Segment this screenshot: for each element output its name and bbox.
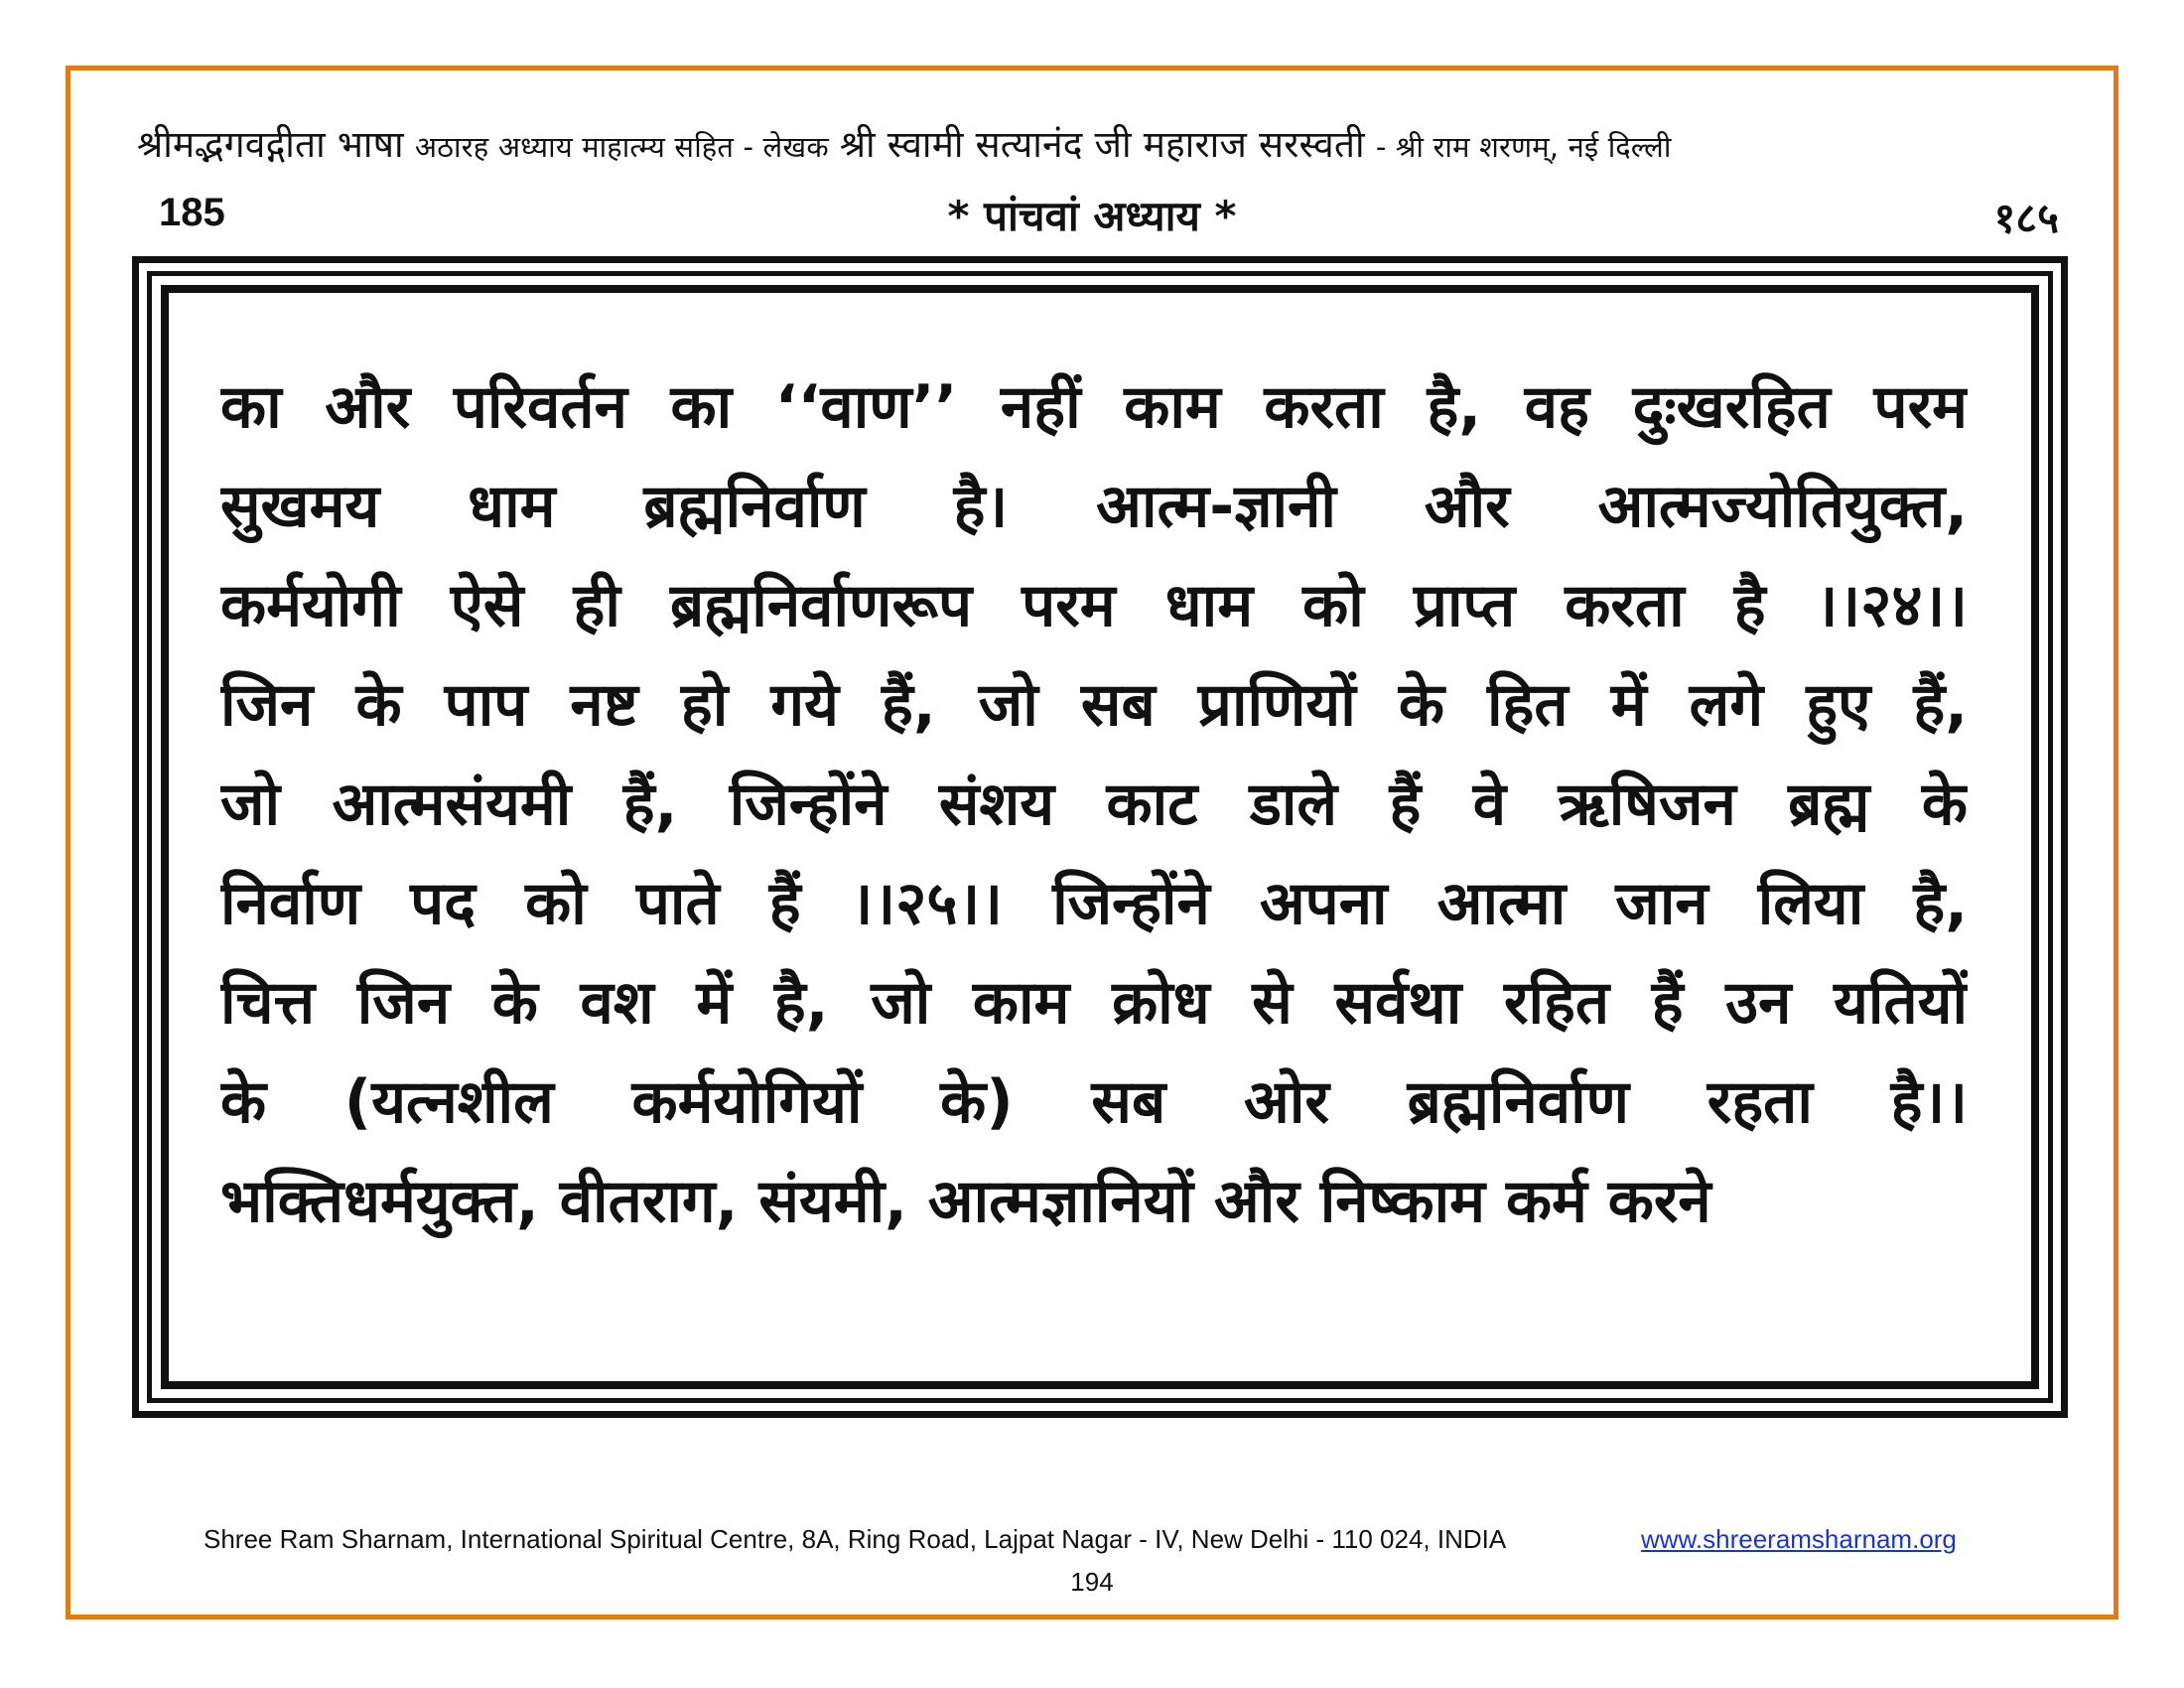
text-line: कर्मयोगी ऐसे ही ब्रह्मनिर्वाणरूप परम धाम को प्राप्त करता है ।।२४।।: [220, 571, 1968, 640]
text-line: जो आत्मसंयमी हैं, जिन्होंने संशय काट डाले हैं वे ऋषिजन ब्रह्म के: [220, 770, 1968, 839]
book-title: श्रीमद्भगवद्गीता भाषा: [137, 123, 404, 166]
text-line: के (यत्नशील कर्मयोगियों के) सब ओर ब्रह्मनिर्वाण रहता है।।: [220, 1067, 1968, 1137]
book-subtitle: अठारह अध्याय माहात्म्य सहित - लेखक: [414, 130, 829, 164]
text-line: भक्तिधर्मयुक्त, वीतराग, संयमी, आत्मज्ञानियों और निष्काम कर्म करने: [220, 1167, 1711, 1236]
chapter-title: * पांचवां अध्याय *: [947, 192, 1237, 240]
text-line: सुखमय धाम ब्रह्मनिर्वाण है। आत्म-ज्ञानी और आत्मज्योतियुक्त,: [220, 472, 1968, 541]
page-number-left: 185: [159, 191, 225, 234]
website-link[interactable]: www.shreeramsharnam.org: [1641, 1524, 1957, 1554]
publisher: - श्री राम शरणम्, नई दिल्ली: [1375, 130, 1672, 164]
text-line: का और परिवर्तन का ‘‘वाण’’ नहीं काम करता है, वह दुःखरहित परम: [220, 372, 1968, 442]
page-number-right: १८५: [1993, 194, 2059, 242]
text-line: जिन के पाप नष्ट हो गये हैं, जो सब प्राणियों के हित में लगे हुए हैं,: [220, 670, 1968, 740]
footer-address: Shree Ram Sharnam, International Spiritual Centre, 8A, Ring Road, Lajpat Nagar - IV, New Delhi - 110 024, INDIA: [204, 1524, 1507, 1554]
verse-text: [220, 357, 1968, 1251]
footer-page-number: 194: [1070, 1567, 1114, 1597]
text-line: चित्त जिन के वश में है, जो काम क्रोध से सर्वथा रहित हैं उन यतियों: [220, 968, 1968, 1038]
header-title: [137, 117, 2053, 168]
author-name: श्री स्वामी सत्यानंद जी महाराज सरस्वती: [839, 123, 1365, 166]
text-line: निर्वाण पद को पाते हैं ।।२५।। जिन्होंने अपना आत्मा जान लिया है,: [220, 869, 1968, 938]
